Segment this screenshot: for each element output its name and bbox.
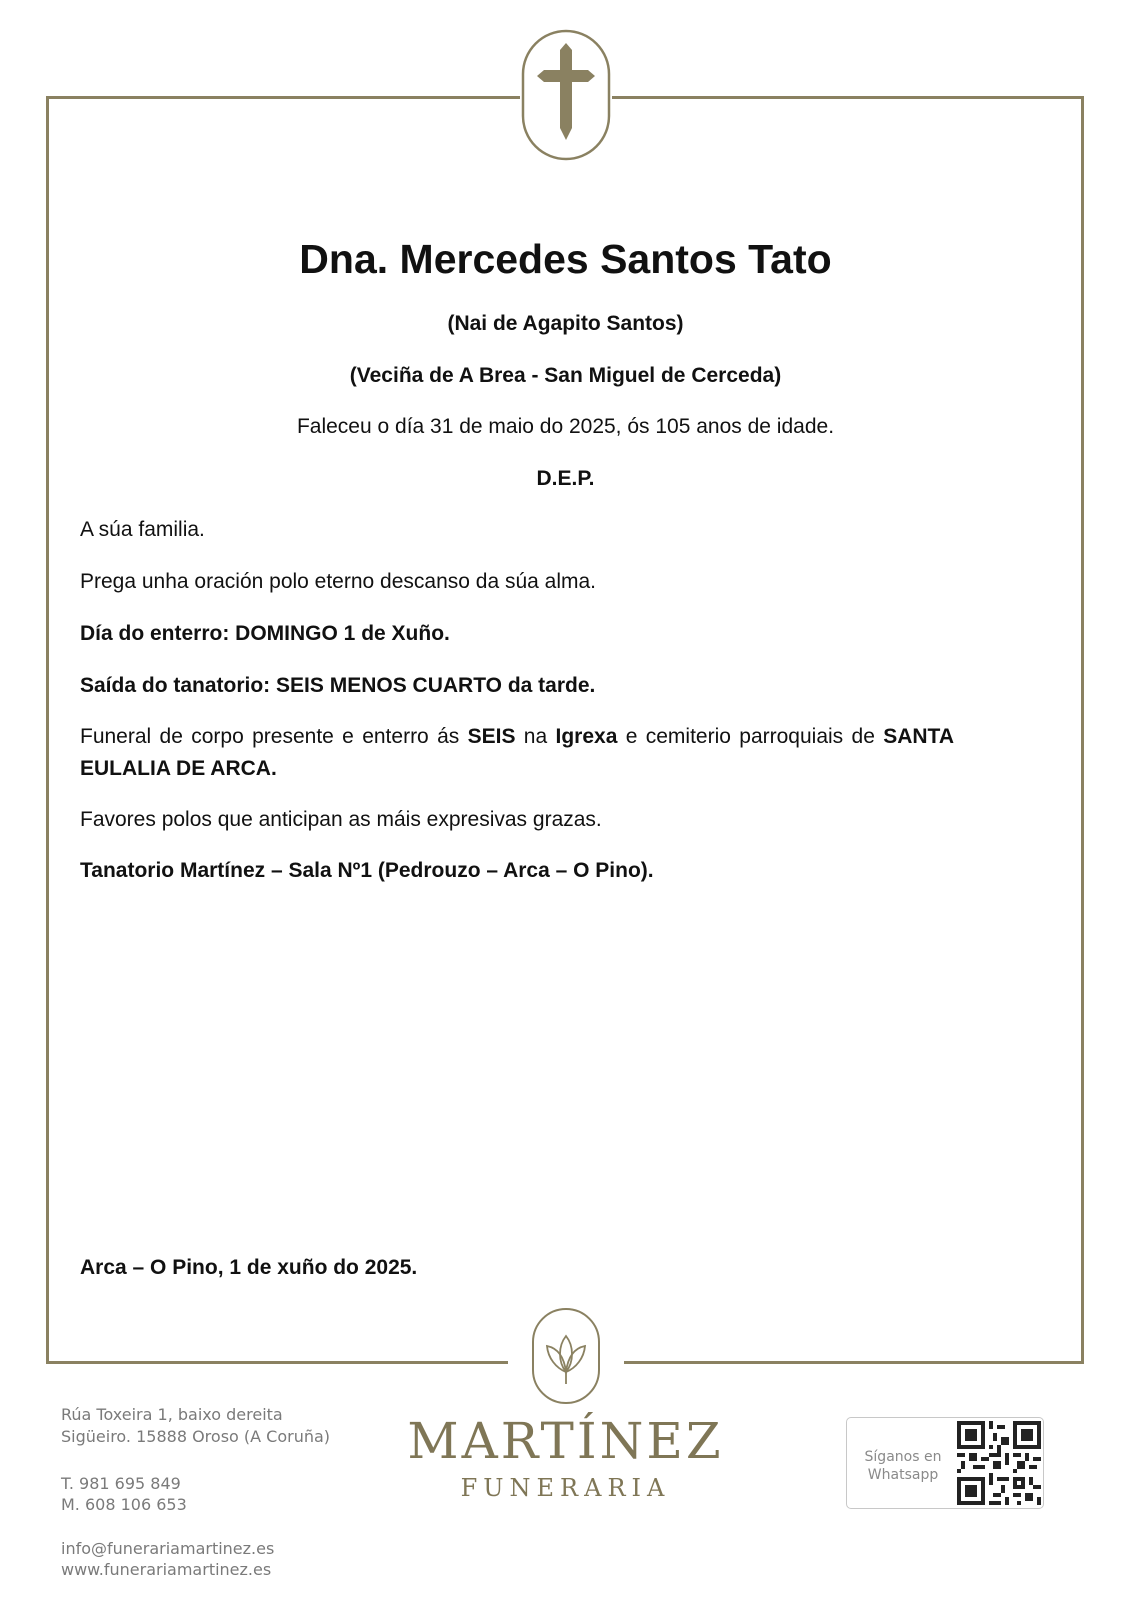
relation-line: (Nai de Agapito Santos): [447, 312, 684, 335]
thanks-line: Favores polos que anticipan as máis expresivas grazas.: [80, 808, 602, 831]
burial-day-line: Día do enterro: DOMINGO 1 de Xuño.: [80, 622, 450, 645]
venue-line: Tanatorio Martínez – Sala Nº1 (Pedrouzo – Arca – O Pino).: [80, 859, 654, 882]
signature-line: Arca – O Pino, 1 de xuño do 2025.: [80, 1256, 418, 1279]
deceased-name: Dna. Mercedes Santos Tato: [299, 236, 832, 282]
brand-subtitle: FUNERARIA: [460, 1474, 671, 1502]
death-line: Faleceu o día 31 de maio do 2025, ós 105 anos de idade.: [296, 415, 835, 438]
cross-icon: [520, 28, 612, 162]
mobile: M. 608 106 653: [61, 1495, 187, 1514]
funeral-text-2: na: [515, 725, 556, 748]
qr-code-icon[interactable]: [957, 1421, 1041, 1505]
funeral-text-1: Funeral de corpo presente e enterro ás: [80, 725, 468, 748]
address-line-1: Rúa Toxeira 1, baixo dereita: [61, 1405, 283, 1424]
funeral-paragraph: [80, 721, 954, 785]
frame-bottom-left: [46, 1361, 508, 1364]
whatsapp-line-2: Whatsapp: [867, 1467, 939, 1483]
email: info@funerariamartinez.es: [61, 1539, 275, 1558]
website: www.funerariamartinez.es: [61, 1560, 272, 1579]
frame-bottom-right: [624, 1361, 1084, 1364]
whatsapp-box[interactable]: [846, 1417, 1044, 1509]
family-line: A súa familia.: [80, 518, 205, 541]
funeral-parish: SANTA EULALIA DE ARCA.: [80, 725, 954, 780]
phone: T. 981 695 849: [61, 1474, 181, 1493]
funeral-time: SEIS: [467, 725, 516, 748]
whatsapp-label: [861, 1448, 945, 1484]
whatsapp-line-1: Síganos en: [864, 1449, 942, 1465]
leaf-emblem-icon: [530, 1306, 602, 1406]
brand-name: MARTÍNEZ: [407, 1412, 724, 1470]
funeral-text-3: e cemiterio parroquiais de: [617, 725, 884, 748]
funeral-place: Igrexa: [555, 725, 618, 748]
dep-line: D.E.P.: [536, 467, 595, 490]
prayer-line: Prega unha oración polo eterno descanso da súa alma.: [80, 570, 597, 593]
departure-line: Saída do tanatorio: SEIS MENOS CUARTO da tarde.: [80, 674, 596, 697]
neighbor-line: (Veciña de A Brea - San Miguel de Cerceda): [349, 364, 782, 387]
address-line-2: Sigüeiro. 15888 Oroso (A Coruña): [61, 1427, 331, 1446]
